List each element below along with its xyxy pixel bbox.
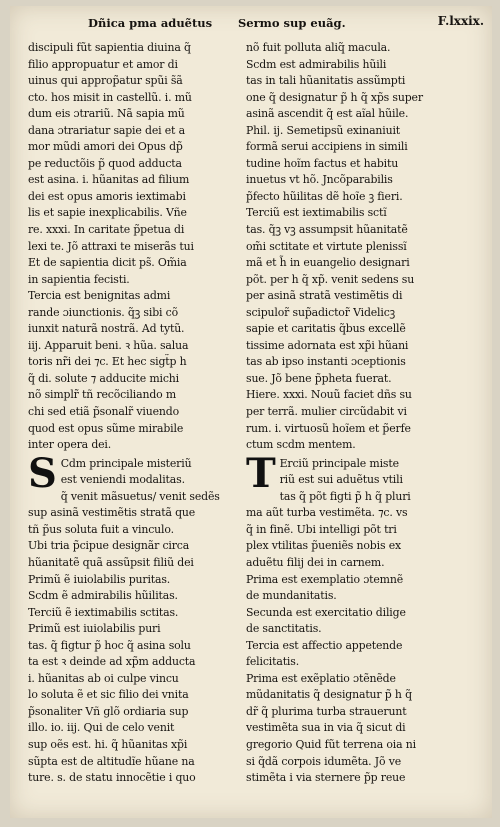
text-line: in sapientia fecisti. bbox=[28, 272, 130, 286]
text-line: Prima est exemplatio ɔtemnẽ bbox=[246, 572, 404, 586]
text-line: one q̃ designatur p̃ h q̃ xp̃s super bbox=[246, 90, 423, 104]
left-text-column bbox=[28, 40, 244, 787]
text-line: discipuli fũt sapientia diuina q̃ bbox=[28, 41, 191, 54]
text-line: q̃ in finẽ. Ubi intelligi põt tri bbox=[246, 522, 397, 536]
text-line: Erciũ principale miste bbox=[279, 456, 399, 470]
text-line: si q̃dã corpois idumẽta. Jõ ve bbox=[246, 754, 402, 768]
drop-cap-initial: S bbox=[28, 449, 57, 497]
text-line: inter opera dei. bbox=[28, 438, 112, 452]
right-column-paragraph bbox=[246, 449, 468, 787]
text-line: mũdanitatis q̃ designatur p̃ h q̃ bbox=[246, 688, 412, 702]
text-line: tas q̃ põt figti p̃ h q̃ pluri bbox=[279, 489, 411, 503]
text-line: Hiere. xxxi. Nouũ faciet dñs su bbox=[246, 388, 412, 402]
text-line: sũpta est de altitudĩe hũane na bbox=[28, 754, 195, 768]
text-line: Prima est exẽplatio ɔtẽnẽde bbox=[246, 671, 396, 685]
text-line: Scdm est admirabilis hũili bbox=[246, 57, 387, 71]
text-line: Scdm ẽ admirabilis hũilitas. bbox=[28, 589, 178, 603]
header-center-title: Sermo sup euãg. bbox=[238, 16, 346, 30]
right-column-top-block bbox=[246, 40, 468, 454]
text-line: ta est ꝛ deinde ad xp̃m adducta bbox=[28, 655, 196, 669]
text-line: Terciũ est iextimabilis sctĩ bbox=[246, 206, 387, 220]
text-line: Tercia est benignitas admi bbox=[28, 289, 171, 303]
text-line: ctum scdm mentem. bbox=[246, 438, 356, 452]
text-line: tudine hoĩm factus et habitu bbox=[246, 156, 399, 170]
text-line: Terciũ ẽ iextimabilis sctitas. bbox=[28, 605, 179, 619]
text-line: tas. q̃ figtur p̃ hoc q̃ asina solu bbox=[28, 638, 191, 652]
text-line: inuetus vt hõ. Jncõparabilis bbox=[246, 173, 393, 187]
folio-number: F.lxxix. bbox=[437, 14, 484, 28]
header-left-title: Dñica pma aduẽtus bbox=[88, 16, 213, 30]
text-line: est veniendi modalitas. bbox=[60, 473, 185, 487]
text-line: põt. per h q̃ xp̃. venit sedens su bbox=[246, 272, 415, 286]
text-line: sup asinã vestimẽtis stratã que bbox=[28, 506, 196, 520]
left-column-top-block bbox=[28, 40, 244, 454]
text-line: stimẽta i via sternere p̃p reue bbox=[246, 771, 406, 785]
drop-cap-initial: T bbox=[246, 449, 276, 497]
text-line: iij. Apparuit beni. ꝛ hũa. salua bbox=[28, 338, 189, 352]
running-header bbox=[88, 12, 484, 32]
text-line: illo. io. iij. Qui de celo venit bbox=[28, 721, 175, 735]
text-line: felicitatis. bbox=[246, 655, 300, 669]
text-line: pe reductõis p̃ quod adducta bbox=[28, 156, 182, 170]
text-line: ture. s. de statu innocẽtie i quo bbox=[28, 771, 196, 785]
text-line: Phil. ij. Semetipsũ exinaniuit bbox=[246, 123, 401, 137]
text-line: rande ɔiunctionis. q̃ꝫ sibi cõ bbox=[28, 305, 179, 319]
text-line: rum. i. virtuosũ hoĩem et p̃erfe bbox=[246, 421, 411, 435]
text-line: q̃ di. solute ⁊ adducite michi bbox=[28, 371, 179, 385]
text-line: re. xxxi. In caritate p̃petua di bbox=[28, 223, 185, 237]
text-line: per asinã stratã vestimẽtis di bbox=[246, 289, 403, 303]
text-line: aduẽtu filij dei in carnem. bbox=[246, 555, 385, 569]
text-line: q̃ venit mãsuetus/ venit sedẽs bbox=[60, 489, 220, 503]
text-line: chi sed etiã p̃sonalr̃ viuendo bbox=[28, 405, 179, 419]
right-column-bottom-block bbox=[246, 449, 468, 787]
text-line: tas ab ipso instanti ɔceptionis bbox=[246, 355, 406, 369]
text-line: de sanctitatis. bbox=[246, 622, 322, 636]
text-line: per terrã. mulier circũdabit vi bbox=[246, 405, 407, 419]
text-line: lo soluta ẽ et sic filio dei vnita bbox=[28, 688, 189, 702]
left-column-paragraph bbox=[28, 449, 244, 787]
text-line: dei est opus amoris iextimabi bbox=[28, 189, 186, 203]
text-line: quod est opus sũme mirabile bbox=[28, 421, 184, 435]
text-line: Secunda est exercitatio dilige bbox=[246, 605, 406, 619]
text-line: Tercia est affectio appetende bbox=[246, 638, 403, 652]
text-line: lexi te. Jõ attraxi te miserãs tui bbox=[28, 239, 194, 253]
text-line: toris nr̃i dei ⁊c. Et hec sigt̃p h bbox=[28, 355, 187, 369]
text-line: dr̃ q̃ plurima turba strauerunt bbox=[246, 704, 407, 718]
text-line: p̃fecto hũilitas dẽ hoĩe ꝫ fieri. bbox=[246, 189, 403, 203]
text-line: iunxit naturã nostrã. Ad tytũ. bbox=[28, 322, 185, 336]
text-line: ma aũt turba vestimẽta. ⁊c. vs bbox=[246, 506, 408, 520]
text-line: mor mũdi amori dei Opus dp̃ bbox=[28, 140, 183, 154]
text-line: vestimẽta sua in via q̃ sicut di bbox=[246, 721, 406, 735]
text-line: Primũ ẽ iuiolabilis puritas. bbox=[28, 572, 171, 586]
text-line: nõ fuit polluta aliq̃ macula. bbox=[246, 41, 391, 54]
text-line: de mundanitatis. bbox=[246, 589, 337, 603]
text-line: riũ est sui aduẽtus vtili bbox=[279, 473, 403, 487]
text-line: scipulor̃ sup̃adictor̃ Videlicꝫ bbox=[246, 305, 396, 319]
text-line: dana ɔtrariatur sapie dei et a bbox=[28, 123, 185, 137]
text-line: tas. q̃ꝫ vꝫ assumpsit hũanitatẽ bbox=[246, 223, 408, 237]
text-line: tissime adornata est xp̃i hũani bbox=[246, 338, 409, 352]
text-line: filio appropuatur et amor di bbox=[28, 57, 178, 71]
text-line: sapie et caritatis q̃bus excellẽ bbox=[246, 322, 406, 336]
right-text-column bbox=[246, 40, 468, 787]
text-line: formã serui accipiens in simili bbox=[246, 140, 408, 154]
text-line: dum eis ɔtrariũ. Nã sapia mũ bbox=[28, 107, 185, 121]
book-page bbox=[10, 6, 492, 818]
text-line: Ubi tria p̃cipue designãr circa bbox=[28, 539, 190, 553]
text-line: plex vtilitas p̃ueniẽs nobis ex bbox=[246, 539, 401, 553]
text-line: tas in tali hũanitatis assũmpti bbox=[246, 74, 406, 88]
text-line: est asina. i. hũanitas ad filium bbox=[28, 173, 190, 187]
text-line: asinã ascendit q̃ est aĩal hũile. bbox=[246, 107, 409, 121]
text-line: sue. Jõ bene p̃pheta fuerat. bbox=[246, 371, 392, 385]
text-line: gregorio Quid fũt terrena oia ni bbox=[246, 737, 416, 751]
text-line: p̃sonaliter Vñ glõ ordiaria sup bbox=[28, 704, 189, 718]
text-line: Et de sapientia dicit ps̃. Om̃ia bbox=[28, 256, 187, 270]
text-line: Cdm principale misteriũ bbox=[60, 456, 192, 470]
text-line: i. hũanitas ab oi culpe vincu bbox=[28, 671, 179, 685]
left-column-bottom-block bbox=[28, 449, 244, 787]
text-line: nõ simplr̃ tñ recõciliando m bbox=[28, 388, 177, 402]
text-line: cto. hos misit in castellũ. i. mũ bbox=[28, 90, 192, 104]
text-line: om̃i sctitate et virtute plenissĩ bbox=[246, 239, 407, 253]
text-line: sup oẽs est. hi. q̃ hũanitas xp̃i bbox=[28, 737, 188, 751]
text-line: uinus qui approp̃atur spũi s̃ã bbox=[28, 74, 183, 88]
text-line: tñ p̃us soluta fuit a vinculo. bbox=[28, 522, 174, 536]
text-line: mã et h̃ in euangelio designari bbox=[246, 256, 410, 270]
text-line: Primũ est iuiolabilis puri bbox=[28, 622, 161, 636]
text-line: lis et sapie inexplicabilis. Vñe bbox=[28, 206, 187, 220]
text-line: hũanitatẽ quã assũpsit filiũ dei bbox=[28, 555, 194, 569]
